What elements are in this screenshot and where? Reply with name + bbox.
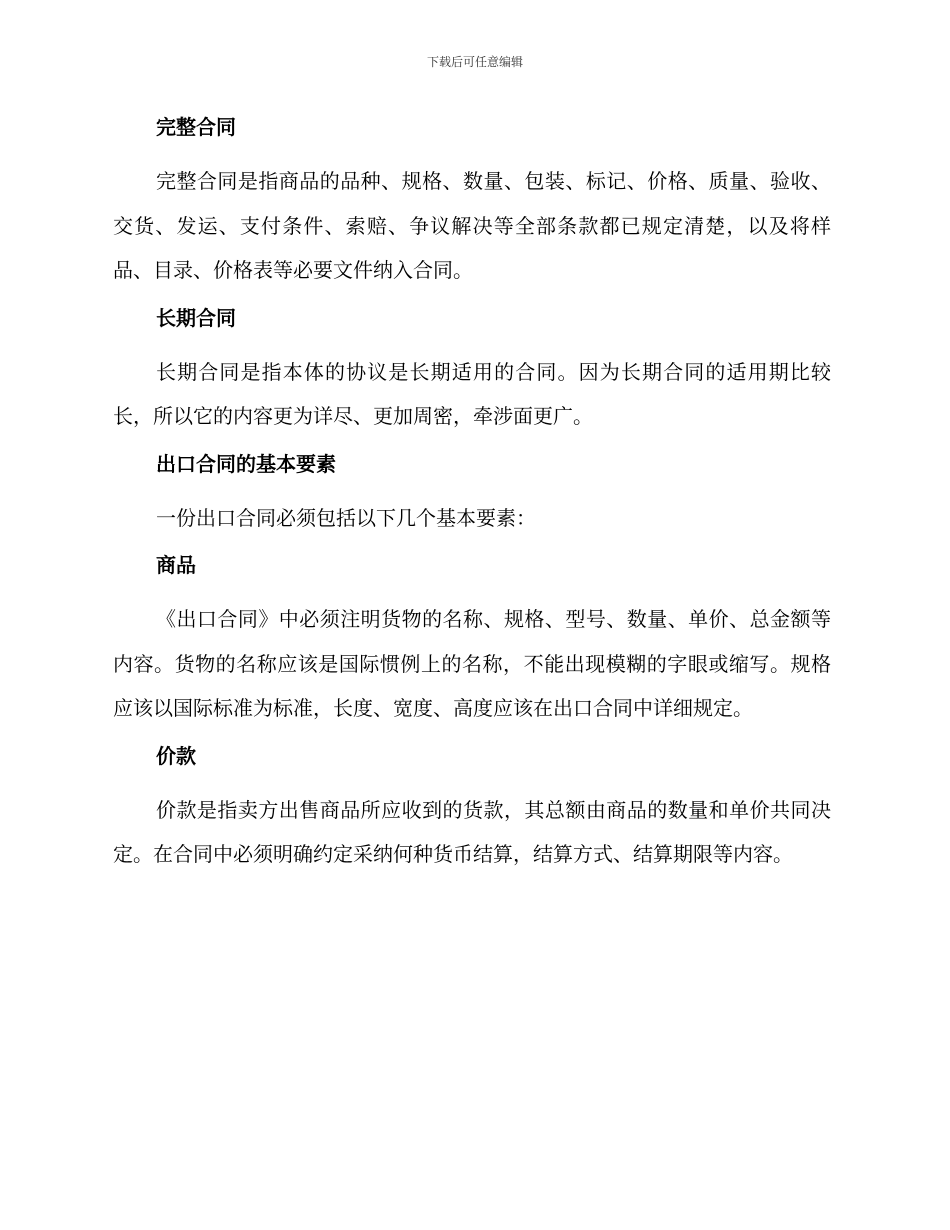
page-header: 下载后可任意编辑 — [426, 55, 523, 69]
document-body — [113, 112, 831, 887]
section-heading-long-term-contract: 长期合同 — [156, 305, 236, 330]
section-heading-goods: 商品 — [156, 553, 196, 577]
section-body-goods: 《出口合同》中必须注明货物的名称、规格、型号、数量、单价、总金额等内容。货物的名称应该是国际惯例上的名称，不能出现模糊的字眼或缩写。规格应该以国际标准为标准，长度、宽度、高度应该在出口合同中详细规定。 — [113, 607, 831, 720]
section-body-complete-contract: 完整合同是指商品的品种、规格、数量、包装、标记、价格、质量、验收、交货、发运、支付条件、索赔、争议解决等全部条款都已规定清楚，以及将样品、目录、价格表等必要文件纳入合同。 — [113, 169, 831, 282]
section-body-price: 价款是指卖方出售商品所应收到的货款，其总额由商品的数量和单价共同决定。在合同中必须明确约定采纳何种货币结算，结算方式、结算期限等内容。 — [113, 797, 831, 866]
section-body-basic-elements: 一份出口合同必须包括以下几个基本要素： — [156, 505, 536, 530]
section-body-long-term-contract: 长期合同是指本体的协议是长期适用的合同。因为长期合同的适用期比较长，所以它的内容更为详尽、更加周密，牵涉面更广。 — [113, 359, 831, 428]
section-heading-price: 价款 — [156, 743, 196, 768]
section-heading-complete-contract: 完整合同 — [156, 115, 236, 139]
section-heading-basic-elements: 出口合同的基本要素 — [156, 451, 336, 476]
